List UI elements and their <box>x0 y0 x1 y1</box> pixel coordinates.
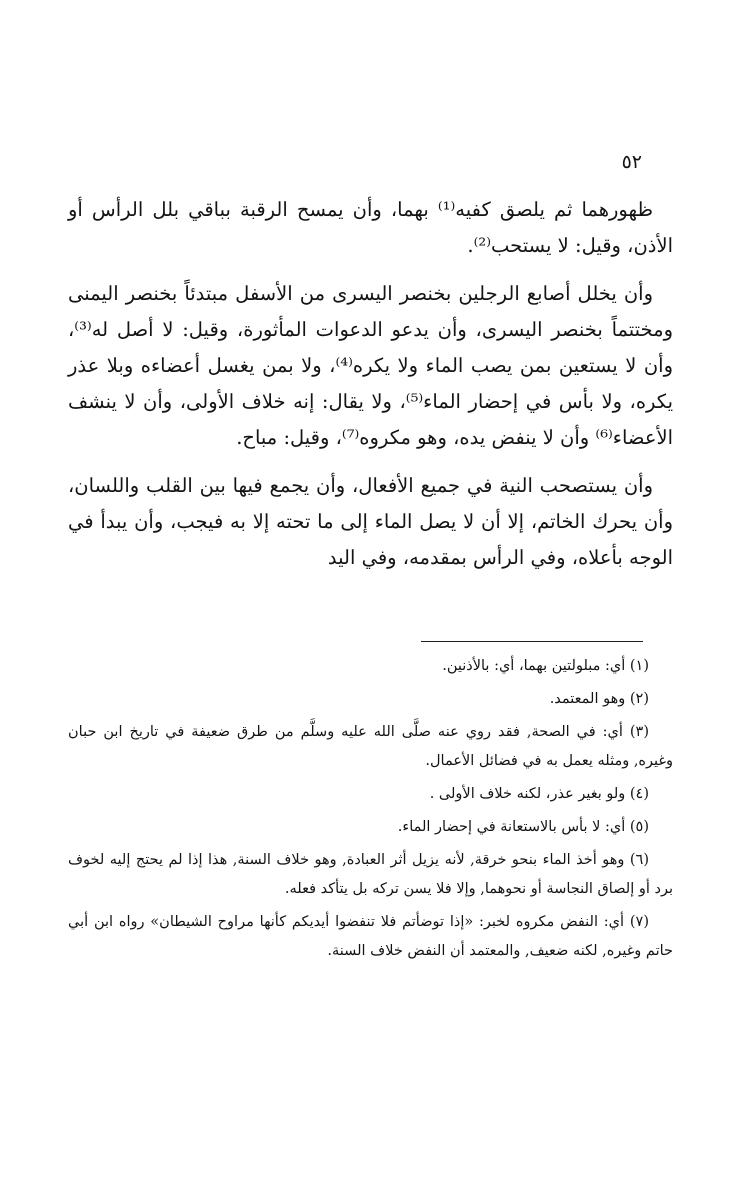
paragraph: وأن يستصحب النية في جميع الأفعال، وأن يجمع فيها بين القلب واللسان، وأن يحرك الخاتم، إلا أن لا يصل الماء إلى ما تحته إلا به فيجب، وأن يبدأ في الوجه بأعلاه، وفي الرأس بمقدمه، وفي اليد <box>68 474 673 569</box>
paragraph: وأن يخلل أصابع الرجلين بخنصر اليسرى من الأسفل مبتدئاً بخنصر اليمنى ومختتماً بخنصر اليسرى، وأن يدعو الدعوات المأثورة، وقيل: لا أصل له⁽³⁾، وأن لا يستعين بمن يصب الماء ولا يكره⁽⁴⁾، ولا بمن يغسل أعضاءه وبلا عذر يكره، ولا بأس في إحضار الماء⁽⁵⁾، ولا يقال: إنه خلاف الأولى، وأن لا ينشف الأعضاء⁽⁶⁾ وأن لا ينفض يده، وهو مكروه⁽⁷⁾، وقيل: مباح. <box>68 282 674 449</box>
footnotes <box>68 652 673 970</box>
footnote-divider <box>421 641 643 642</box>
main-text <box>68 192 673 588</box>
page-number: ٥٢ <box>621 151 642 173</box>
footnote: (٧) أي: النفض مكروه لخبر: «إذا توضأتم فلا تنفضوا أيديكم كأنها مراوح الشيطان» رواه ابن أبي حاتم وغيره, لكنه ضعيف, والمعتمد أن النفض خلاف السنة. <box>68 914 673 959</box>
footnote: (١) أي: مبلولتين بهما، أي: بالأذنين. <box>442 658 649 674</box>
footnote: (٦) وهو أخذ الماء بنحو خرقة, لأنه يزيل أثر العبادة, وهو خلاف السنة, هذا إذا لم يحتج إليه لخوف برد أو إلصاق النجاسة أو نحوهما, وإلا فلا يسن تركه بل يتأكد فعله. <box>68 852 673 897</box>
footnote: (٤) ولو بغير عذر، لكنه خلاف الأولى . <box>429 786 649 802</box>
paragraph: ظهورهما ثم يلصق كفيه⁽¹⁾ بهما، وأن يمسح الرقبة بباقي بلل الرأس أو الأذن، وقيل: لا يستحب⁽²⁾. <box>68 198 673 257</box>
footnote: (٢) وهو المعتمد. <box>549 691 649 707</box>
footnote: (٣) أي: في الصحة, فقد روي عنه صلَّى الله عليه وسلَّم من طرق ضعيفة في تاريخ ابن حبان وغيره, ومثله يعمل به في فضائل الأعمال. <box>68 724 673 769</box>
footnote: (٥) أي: لا بأس بالاستعانة في إحضار الماء. <box>397 819 649 835</box>
